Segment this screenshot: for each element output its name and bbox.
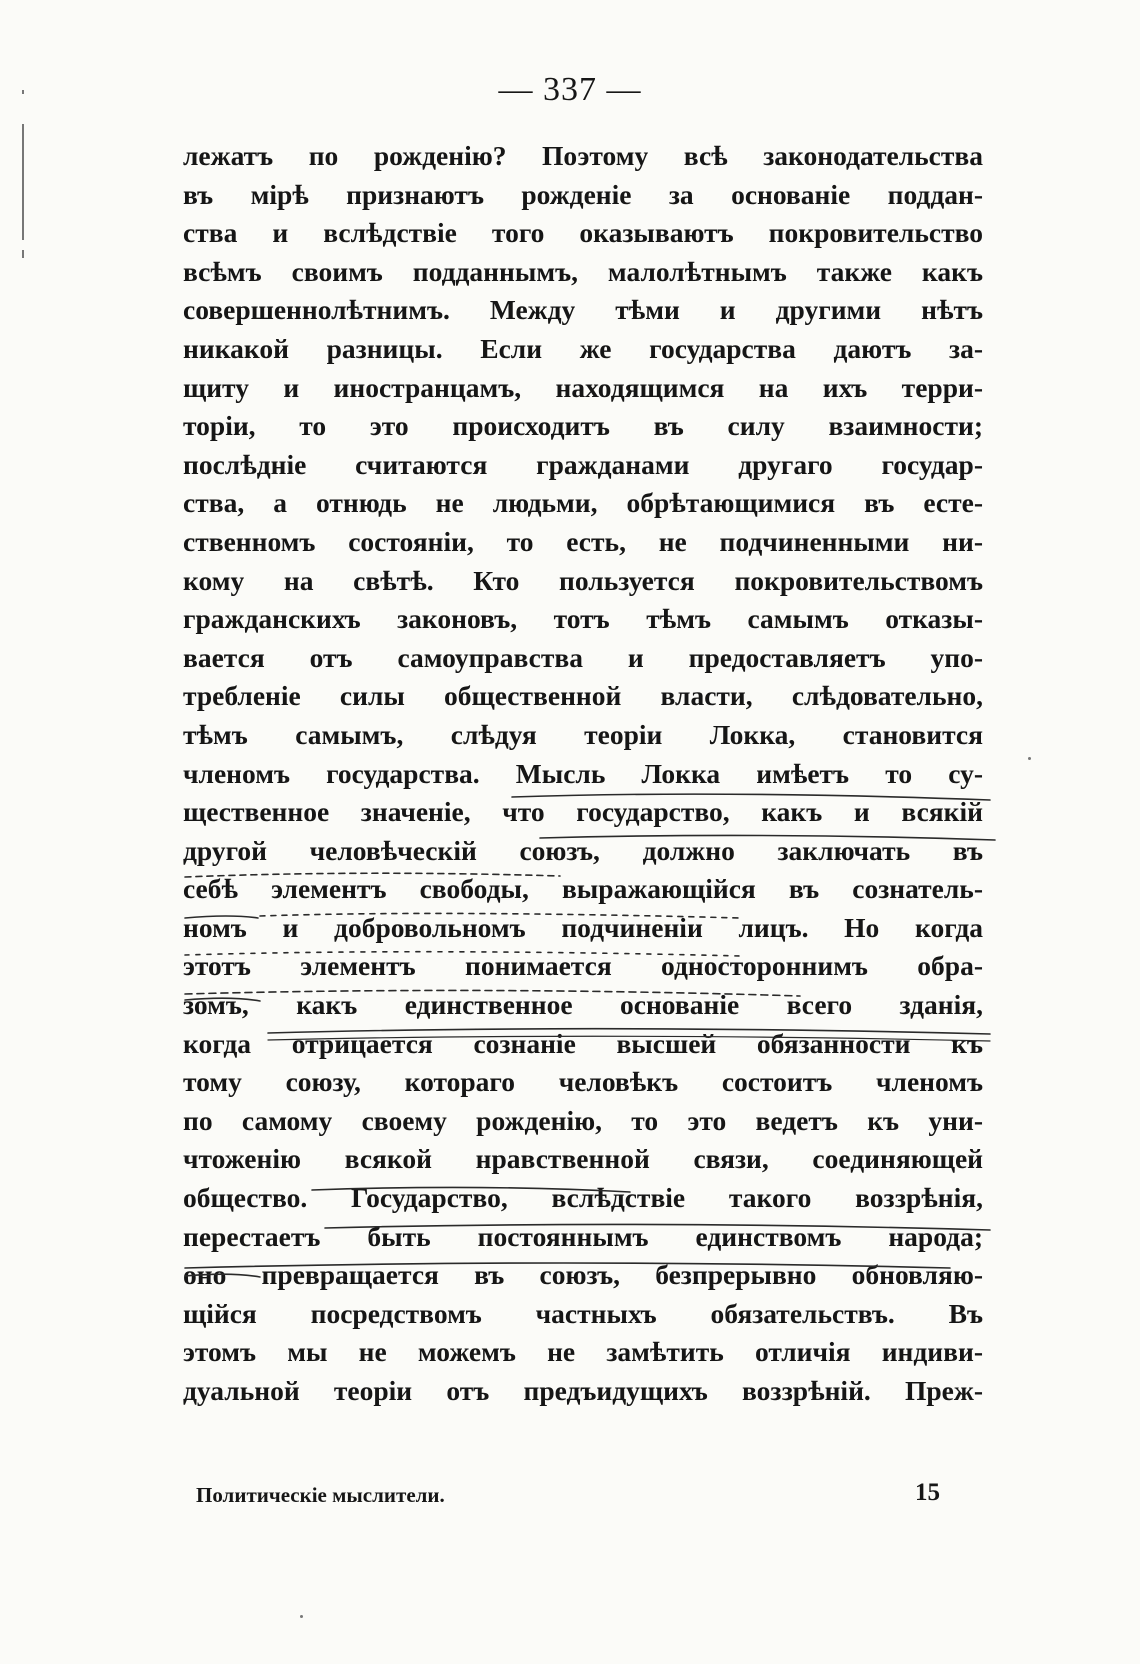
ink-speck [1028, 757, 1031, 760]
text-line: зомъ, какъ единственное основаніе всего зданія, [183, 989, 983, 1021]
text-line: чтоженію всякой нравственной связи, соединяющей [183, 1143, 983, 1175]
text-line: совершеннолѣтнимъ. Между тѣми и другими нѣтъ [183, 294, 983, 326]
text-line: членомъ государства. Мысль Локка имѣетъ то су- [183, 757, 983, 789]
text-line: гражданскихъ законовъ, тотъ тѣмъ самымъ отказы- [183, 603, 983, 635]
ink-speck [300, 1615, 303, 1618]
text-line: ства и вслѣдствіе того оказываютъ покровительство [183, 217, 983, 249]
text-line: тѣмъ самымъ, слѣдуя теоріи Локка, становится [183, 718, 983, 750]
text-line: никакой разницы. Если же государства даютъ за- [183, 332, 983, 364]
text-line: этомъ мы не можемъ не замѣтить отличія индиви- [183, 1336, 983, 1368]
text-line: номъ и добровольномъ подчиненіи лицъ. Но когда [183, 911, 983, 943]
text-line: лежатъ по рожденію? Поэтому всѣ законодательства [183, 140, 983, 171]
text-line: по самому своему рожденію, то это ведетъ къ уни- [183, 1104, 983, 1136]
text-line: вается отъ самоуправства и предоставляетъ упо- [183, 641, 983, 673]
text-line: кому на свѣтѣ. Кто пользуется покровительствомъ [183, 564, 983, 596]
text-line: оно превращается въ союзъ, безпрерывно обновляю- [183, 1259, 983, 1291]
text-line: въ мірѣ признаютъ рожденіе за основаніе поддан- [183, 178, 983, 210]
text-line: тому союзу, котораго человѣкъ состоитъ членомъ [183, 1066, 983, 1098]
sheet-number: 15 [915, 1479, 940, 1506]
text-line: дуальной теоріи отъ предъидущихъ воззрѣній. Преж- [183, 1375, 983, 1406]
text-line: щиту и иностранцамъ, находящимся на ихъ терри- [183, 371, 983, 403]
text-line: щійся посредствомъ частныхъ обязательствъ. Въ [183, 1297, 983, 1329]
text-line: общество. Государство, вслѣдствіе такого воззрѣнія, [183, 1182, 983, 1214]
signature-mark: Политическіе мыслители. [196, 1483, 445, 1507]
margin-pencil-marks [18, 90, 30, 260]
text-line: послѣдніе считаются гражданами другаго государ- [183, 448, 983, 480]
text-line: торіи, то это происходитъ въ силу взаимности; [183, 410, 983, 442]
text-line: всѣмъ своимъ подданнымъ, малолѣтнымъ также какъ [183, 255, 983, 287]
page-number: — 337 — [498, 71, 642, 108]
text-line: когда отрицается сознаніе высшей обязанности къ [183, 1027, 983, 1059]
text-line: ства, а отнюдь не людьми, обрѣтающимися въ есте- [183, 487, 983, 519]
text-line: этотъ элементъ понимается одностороннимъ обра- [183, 950, 983, 982]
text-line: щественное значеніе, что государство, какъ и всякій [183, 796, 983, 828]
text-line: перестаетъ быть постояннымъ единствомъ народа; [183, 1220, 983, 1252]
body-text [183, 137, 983, 1475]
text-line: ственномъ состояніи, то есть, не подчиненными ни- [183, 525, 983, 557]
text-line: себѣ элементъ свободы, выражающійся въ сознатель- [183, 873, 983, 905]
text-line: другой человѣческій союзъ, должно заключать въ [183, 834, 983, 866]
text-line: требленіе силы общественной власти, слѣдовательно, [183, 680, 983, 712]
